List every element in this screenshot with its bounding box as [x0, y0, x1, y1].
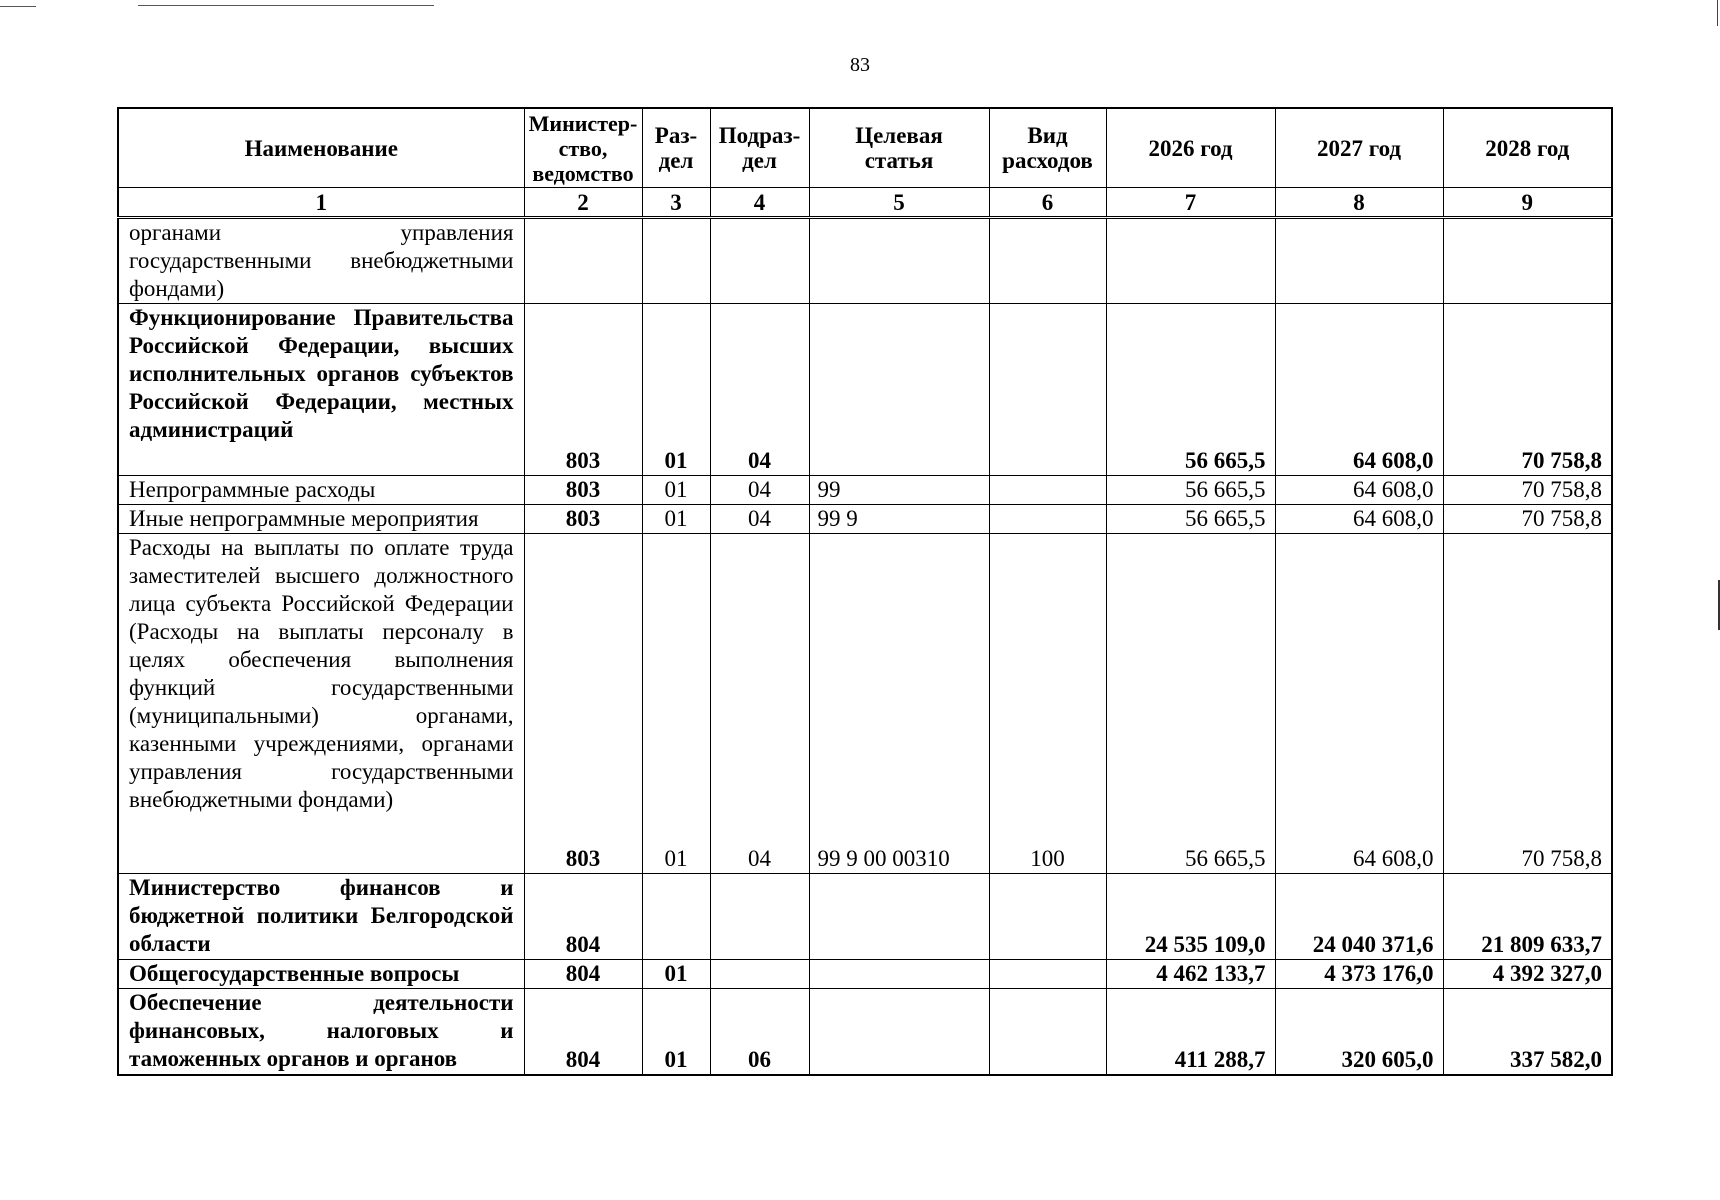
table-row	[118, 476, 1612, 505]
cell-2026: 56 665,5	[1106, 505, 1275, 534]
cell-type: 100	[989, 534, 1106, 874]
column-number: 7	[1106, 188, 1275, 218]
table-row	[118, 218, 1612, 304]
cell-section: 01	[642, 476, 710, 505]
cell-subsection: 06	[710, 989, 809, 1075]
column-number: 3	[642, 188, 710, 218]
table-row	[118, 989, 1612, 1075]
cell-subsection	[710, 874, 809, 960]
cell-section	[642, 218, 710, 304]
table-row	[118, 874, 1612, 960]
header-target: Целевая статья	[809, 108, 989, 188]
cell-section: 01	[642, 534, 710, 874]
table-row	[118, 534, 1612, 874]
column-number: 2	[524, 188, 642, 218]
cell-2026: 56 665,5	[1106, 534, 1275, 874]
cell-target	[809, 874, 989, 960]
cell-type	[989, 960, 1106, 989]
header-2026: 2026 год	[1106, 108, 1275, 188]
cell-type	[989, 989, 1106, 1075]
budget-table-container	[117, 107, 1613, 1076]
cell-section: 01	[642, 304, 710, 476]
cell-2028: 70 758,8	[1443, 505, 1612, 534]
cell-section: 01	[642, 989, 710, 1075]
row-name: Расходы на выплаты по оплате труда заместителей высшего должностного лица субъекта Российской Федерации (Расходы на выплаты персоналу в целях обеспечения выполнения функций государственными (муниципальными) органами, казенными учреждениями, органами управления государственными внебюджетными фондами)	[118, 534, 524, 874]
cell-2027: 320 605,0	[1275, 989, 1443, 1075]
header-subsection: Подраз- дел	[710, 108, 809, 188]
table-row	[118, 960, 1612, 989]
header-row	[118, 108, 1612, 188]
cell-ministry: 804	[524, 960, 642, 989]
cell-2026	[1106, 218, 1275, 304]
cell-subsection: 04	[710, 534, 809, 874]
cell-type	[989, 874, 1106, 960]
cell-2027: 64 608,0	[1275, 534, 1443, 874]
cell-2028: 337 582,0	[1443, 989, 1612, 1075]
cell-target: 99 9	[809, 505, 989, 534]
cell-ministry: 803	[524, 476, 642, 505]
cell-2026: 24 535 109,0	[1106, 874, 1275, 960]
row-name: органами управления государственными внебюджетными фондами)	[118, 218, 524, 304]
cell-target	[809, 304, 989, 476]
cell-ministry: 804	[524, 989, 642, 1075]
table-row	[118, 505, 1612, 534]
cell-subsection: 04	[710, 476, 809, 505]
scan-artifact-line	[138, 5, 434, 6]
cell-type	[989, 505, 1106, 534]
row-name: Общегосударственные вопросы	[118, 960, 524, 989]
cell-2027: 24 040 371,6	[1275, 874, 1443, 960]
cell-2026: 56 665,5	[1106, 476, 1275, 505]
column-number: 4	[710, 188, 809, 218]
cell-2028: 4 392 327,0	[1443, 960, 1612, 989]
cell-type	[989, 218, 1106, 304]
cell-target: 99 9 00 00310	[809, 534, 989, 874]
cell-2026: 411 288,7	[1106, 989, 1275, 1075]
cell-ministry: 804	[524, 874, 642, 960]
row-name: Обеспечение деятельности финансовых, налоговых и таможенных органов и органов	[118, 989, 524, 1075]
row-name: Министерство финансов и бюджетной политики Белгородской области	[118, 874, 524, 960]
column-number: 6	[989, 188, 1106, 218]
cell-ministry: 803	[524, 505, 642, 534]
row-name: Иные непрограммные мероприятия	[118, 505, 524, 534]
cell-ministry	[524, 218, 642, 304]
cell-type	[989, 476, 1106, 505]
cell-2027	[1275, 218, 1443, 304]
cell-2028: 70 758,8	[1443, 476, 1612, 505]
cell-subsection: 04	[710, 505, 809, 534]
header-section: Раз- дел	[642, 108, 710, 188]
page-number: 83	[850, 54, 870, 76]
cell-2028: 70 758,8	[1443, 304, 1612, 476]
header-ministry: Министер- ство, ведомство	[524, 108, 642, 188]
cell-target	[809, 960, 989, 989]
budget-table	[117, 107, 1613, 1076]
scan-artifact-line	[0, 6, 36, 7]
cell-2027: 64 608,0	[1275, 505, 1443, 534]
column-number: 5	[809, 188, 989, 218]
column-number: 8	[1275, 188, 1443, 218]
header-2028: 2028 год	[1443, 108, 1612, 188]
cell-target	[809, 218, 989, 304]
cell-2027: 4 373 176,0	[1275, 960, 1443, 989]
table-row	[118, 304, 1612, 476]
cell-2028	[1443, 218, 1612, 304]
column-number: 1	[118, 188, 524, 218]
cell-subsection	[710, 218, 809, 304]
cell-2027: 64 608,0	[1275, 476, 1443, 505]
row-name: Непрограммные расходы	[118, 476, 524, 505]
header-name: Наименование	[118, 108, 524, 188]
scan-artifact-edge	[1717, 0, 1718, 26]
cell-2026: 4 462 133,7	[1106, 960, 1275, 989]
cell-section: 01	[642, 505, 710, 534]
cell-type	[989, 304, 1106, 476]
cell-2028: 70 758,8	[1443, 534, 1612, 874]
cell-2027: 64 608,0	[1275, 304, 1443, 476]
row-name: Функционирование Правительства Российской Федерации, высших исполнительных органов субъектов Российской Федерации, местных администраций	[118, 304, 524, 476]
cell-subsection: 04	[710, 304, 809, 476]
cell-target	[809, 989, 989, 1075]
cell-subsection	[710, 960, 809, 989]
header-type: Вид расходов	[989, 108, 1106, 188]
cell-target: 99	[809, 476, 989, 505]
cell-2028: 21 809 633,7	[1443, 874, 1612, 960]
cell-section	[642, 874, 710, 960]
column-number-row	[118, 188, 1612, 218]
cell-2026: 56 665,5	[1106, 304, 1275, 476]
cell-ministry: 803	[524, 304, 642, 476]
header-2027: 2027 год	[1275, 108, 1443, 188]
cell-ministry: 803	[524, 534, 642, 874]
column-number: 9	[1443, 188, 1612, 218]
cell-section: 01	[642, 960, 710, 989]
